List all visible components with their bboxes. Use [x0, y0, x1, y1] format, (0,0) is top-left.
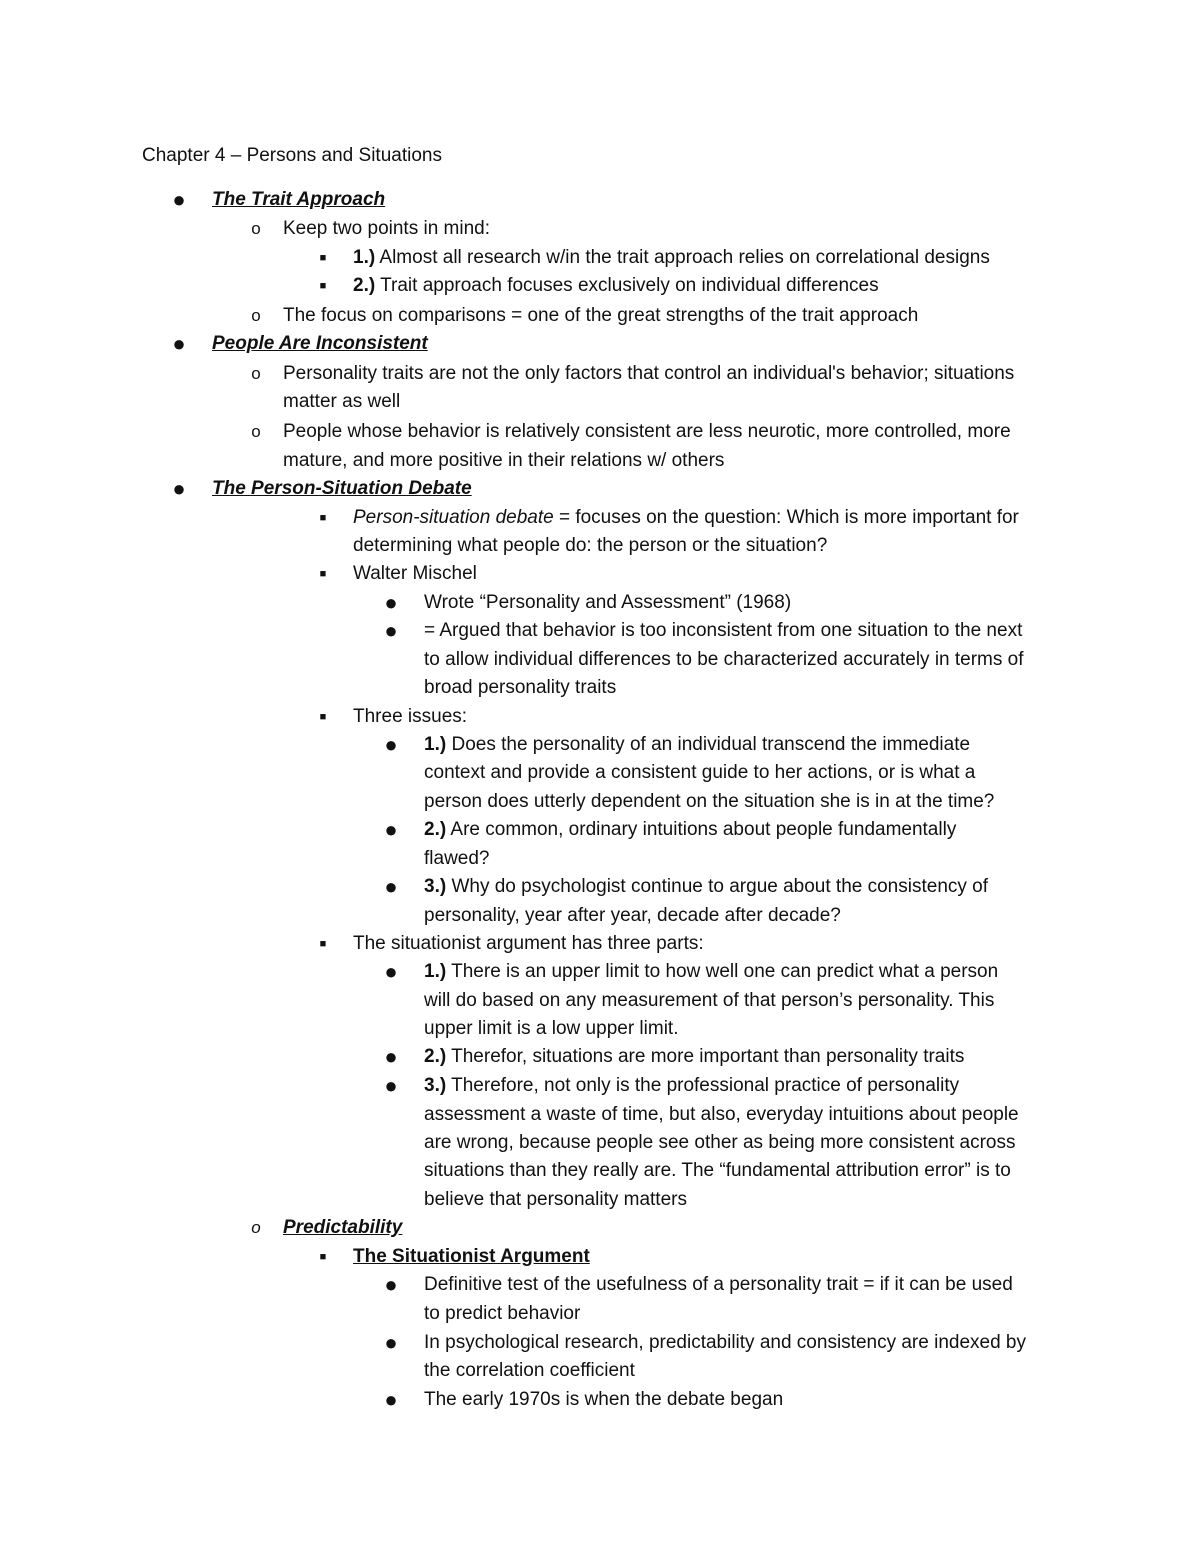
list-item-continuation: are wrong, because people see other as being more consistent across: [424, 1132, 1016, 1153]
list-item-continuation: mature, and more positive in their relations w/ others: [283, 450, 725, 471]
bullet-icon: ●: [172, 187, 186, 212]
bullet-icon: ●: [384, 817, 398, 842]
list-item: Personality traits are not the only factors that control an individual's behavior; situations: [283, 363, 1015, 384]
list-item: 1.) Does the personality of an individual transcend the immediate: [424, 734, 971, 755]
section-heading-predictability: Predictability: [283, 1217, 403, 1238]
bullet-icon: ●: [384, 1073, 398, 1098]
square-bullet-icon: ■: [319, 938, 327, 950]
bullet-icon: ●: [384, 1272, 398, 1297]
list-item: Keep two points in mind:: [283, 218, 491, 239]
bullet-icon: ●: [384, 1044, 398, 1069]
list-item-continuation: context and provide a consistent guide to her actions, or is what a: [424, 762, 976, 783]
circle-bullet-icon: o: [251, 219, 261, 238]
circle-bullet-icon: o: [251, 1218, 261, 1237]
list-item-continuation: situations than they really are. The “fundamental attribution error” is to: [424, 1160, 1011, 1181]
list-item-continuation: personality, year after year, decade after decade?: [424, 905, 841, 926]
bullet-icon: ●: [384, 618, 398, 643]
list-item: The situationist argument has three parts:: [353, 933, 704, 954]
list-item-continuation: the correlation coefficient: [424, 1360, 635, 1381]
square-bullet-icon: ■: [319, 252, 327, 264]
list-item: 3.) Why do psychologist continue to argue about the consistency of: [424, 876, 989, 897]
bullet-icon: ●: [384, 959, 398, 984]
section-heading-trait-approach: The Trait Approach: [212, 189, 386, 210]
circle-bullet-icon: o: [251, 422, 261, 441]
bullet-icon: ●: [384, 590, 398, 615]
list-item: The early 1970s is when the debate began: [424, 1389, 784, 1410]
square-bullet-icon: ■: [319, 512, 327, 524]
bullet-icon: ●: [172, 331, 186, 356]
list-item-continuation: broad personality traits: [424, 677, 617, 698]
circle-bullet-icon: o: [251, 306, 261, 325]
list-item: Wrote “Personality and Assessment” (1968): [424, 592, 792, 613]
list-item: Three issues:: [353, 706, 468, 727]
bullet-icon: ●: [172, 476, 186, 501]
list-item: Definitive test of the usefulness of a personality trait = if it can be used: [424, 1274, 1013, 1295]
square-bullet-icon: ■: [319, 568, 327, 580]
square-bullet-icon: ■: [319, 711, 327, 723]
square-bullet-icon: ■: [319, 280, 327, 292]
list-item: The focus on comparisons = one of the great strengths of the trait approach: [283, 305, 919, 326]
list-item: 2.) Trait approach focuses exclusively on individual differences: [353, 275, 879, 296]
list-item: 2.) Therefor, situations are more important than personality traits: [424, 1046, 965, 1067]
list-item: People whose behavior is relatively consistent are less neurotic, more controlled, more: [283, 421, 1011, 442]
list-item-continuation: believe that personality matters: [424, 1189, 687, 1210]
list-item-continuation: upper limit is a low upper limit.: [424, 1018, 679, 1039]
list-item: 2.) Are common, ordinary intuitions about people fundamentally: [424, 819, 957, 840]
subsection-heading-situationist-argument: The Situationist Argument: [353, 1246, 590, 1267]
list-item: 1.) Almost all research w/in the trait approach relies on correlational designs: [353, 247, 990, 268]
page-title: Chapter 4 – Persons and Situations: [142, 145, 442, 166]
list-item: Person-situation debate = focuses on the question: Which is more important for: [353, 507, 1019, 528]
list-item-continuation: to predict behavior: [424, 1303, 581, 1324]
list-item-continuation: assessment a waste of time, but also, everyday intuitions about people: [424, 1104, 1019, 1125]
list-item-continuation: to allow individual differences to be characterized accurately in terms of: [424, 649, 1024, 670]
list-item-continuation: person does utterly dependent on the situation she is in at the time?: [424, 791, 995, 812]
bullet-icon: ●: [384, 874, 398, 899]
square-bullet-icon: ■: [319, 1251, 327, 1263]
list-item: 3.) Therefore, not only is the professional practice of personality: [424, 1075, 960, 1096]
list-item-continuation: will do based on any measurement of that person’s personality. This: [424, 990, 995, 1011]
section-heading-inconsistent: People Are Inconsistent: [212, 333, 428, 354]
circle-bullet-icon: o: [251, 364, 261, 383]
list-item: In psychological research, predictability and consistency are indexed by: [424, 1332, 1026, 1353]
list-item-continuation: flawed?: [424, 848, 490, 869]
bullet-icon: ●: [384, 732, 398, 757]
list-item-continuation: determining what people do: the person or the situation?: [353, 535, 828, 556]
section-heading-debate: The Person-Situation Debate: [212, 478, 472, 499]
bullet-icon: ●: [384, 1387, 398, 1412]
list-item: = Argued that behavior is too inconsistent from one situation to the next: [424, 620, 1023, 641]
bullet-icon: ●: [384, 1330, 398, 1355]
list-item: Walter Mischel: [353, 563, 477, 584]
list-item-continuation: matter as well: [283, 391, 401, 412]
list-item: 1.) There is an upper limit to how well one can predict what a person: [424, 961, 999, 982]
